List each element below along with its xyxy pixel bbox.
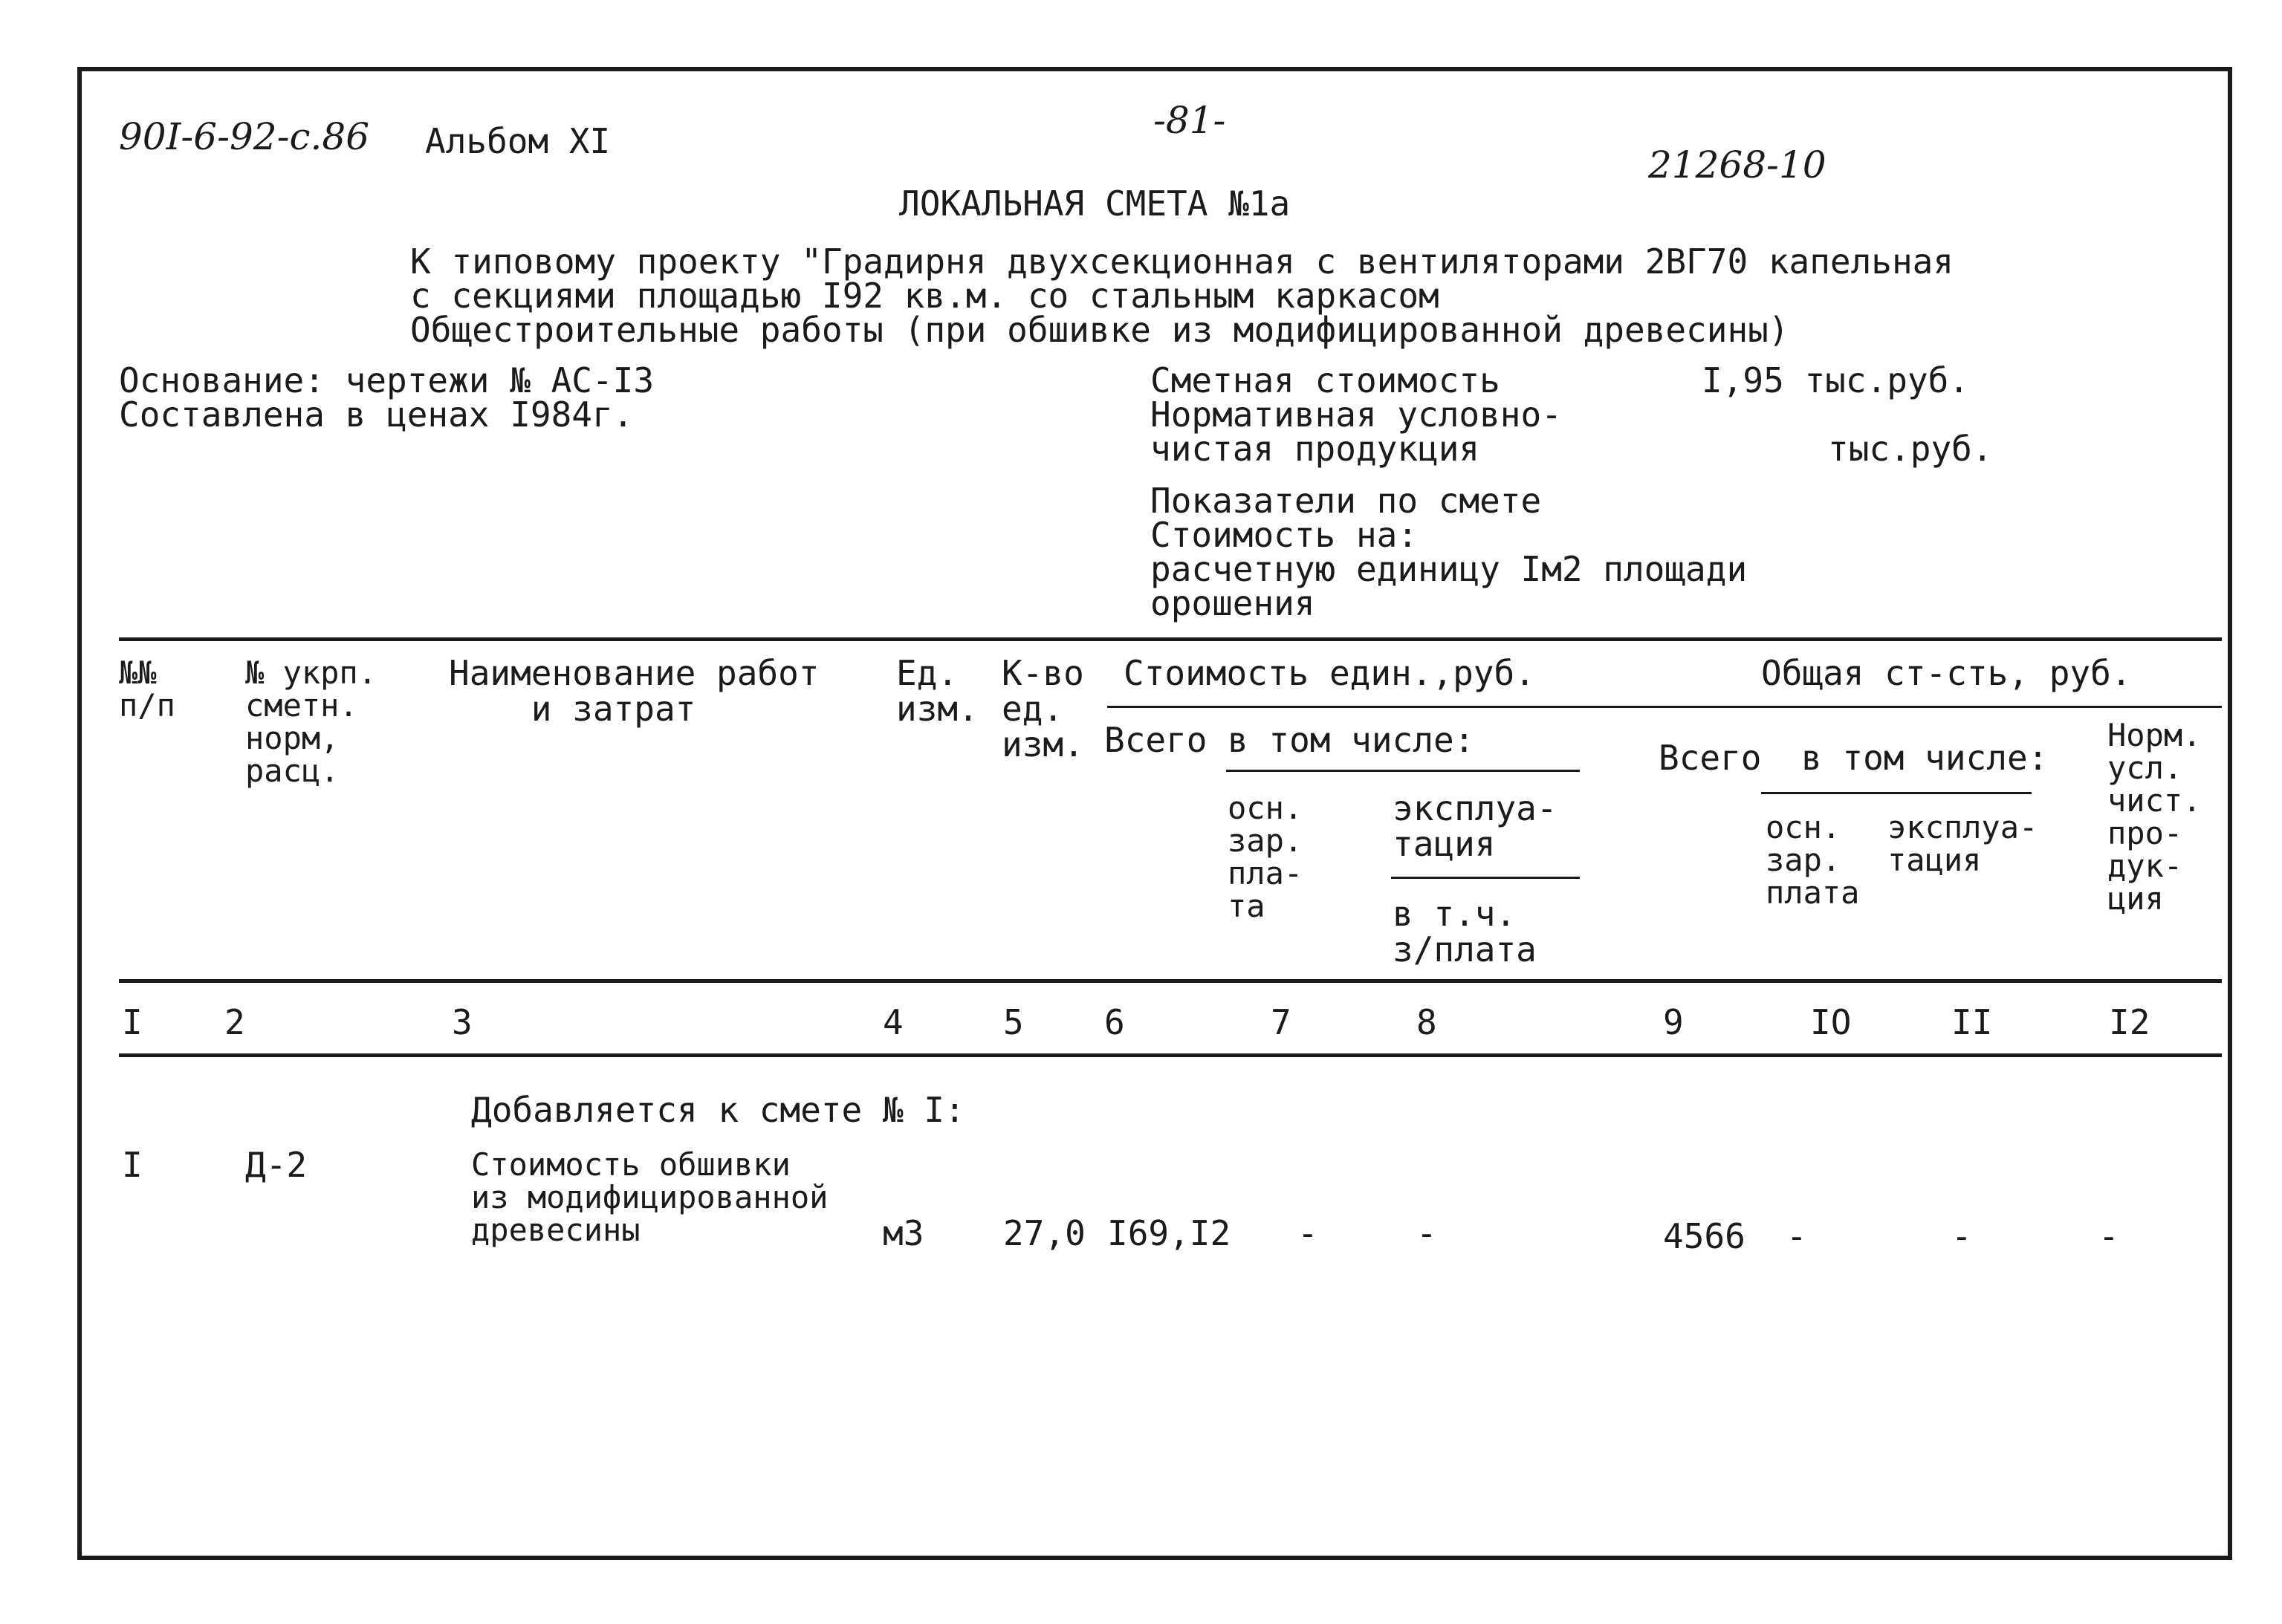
normative-product-value: тыс.руб. xyxy=(1828,429,1993,469)
indicators-line-4: орошения xyxy=(1150,583,1315,623)
column-number: 9 xyxy=(1663,1002,1684,1042)
col-header-unit-exploit: эксплуа- тация xyxy=(1393,788,1557,864)
col-header-number: №№ п/п xyxy=(119,655,175,724)
row-unit: м3 xyxy=(883,1213,924,1253)
row-number: I xyxy=(122,1145,143,1185)
column-number: 2 xyxy=(224,1002,245,1042)
row-unit-exploit: - xyxy=(1416,1213,1437,1253)
col-header-unit: Ед. изм. xyxy=(896,653,979,729)
subject-line-3: Общестроительные работы (при обшивке из модифицированной древесины) xyxy=(410,310,1789,350)
column-number: I xyxy=(122,1002,143,1042)
doc-code: 90I-6-92-с.86 xyxy=(119,115,370,158)
col-header-unit-exploit-wage: в т.ч. з/плата xyxy=(1393,894,1537,969)
row-unit-total: I69,I2 xyxy=(1107,1213,1231,1253)
col-header-norm: № укрп. сметн. норм, расц. xyxy=(245,655,377,789)
registration-number: 21268-10 xyxy=(1648,143,1826,186)
col-header-name: Наименование работ и затрат xyxy=(449,653,820,729)
column-number: 6 xyxy=(1104,1002,1125,1042)
col-header-norm-product: Норм. усл. чист. про- дук- ция xyxy=(2107,717,2202,917)
section-title: Добавляется к смете № I: xyxy=(471,1090,965,1130)
row-norm-product: - xyxy=(2098,1216,2119,1256)
exploit-subrule xyxy=(1391,877,1580,879)
subject-line-1: К типовому проекту "Градирня двухсекционная с вентиляторами 2ВГ70 капельная xyxy=(410,241,1954,282)
column-number: 4 xyxy=(883,1002,904,1042)
row-total-exploit: - xyxy=(1951,1216,1972,1256)
column-number: IO xyxy=(1810,1002,1852,1042)
column-number: 7 xyxy=(1271,1002,1291,1042)
row-total-wage: - xyxy=(1786,1216,1807,1256)
col-header-unit-incl: в том числе: xyxy=(1228,720,1475,760)
col-header-total-wage: осн. зар. плата xyxy=(1766,809,1860,911)
row-qty: 27,0 xyxy=(1003,1213,1086,1253)
column-number: II xyxy=(1951,1002,1993,1042)
estimated-cost-value: I,95 тыс.руб. xyxy=(1702,360,1970,400)
column-number: 5 xyxy=(1003,1002,1024,1042)
estimated-cost-label: Сметная стоимость xyxy=(1150,360,1500,400)
row-unit-wage: - xyxy=(1297,1213,1318,1253)
table-top-rule xyxy=(119,637,2222,641)
column-number: 3 xyxy=(452,1002,473,1042)
col-header-qty: К-во ед. изм. xyxy=(1002,653,1084,764)
col-header-total-exploit: эксплуа- тация xyxy=(1887,809,2038,878)
col-header-unit-cost: Стоимость един.,руб. xyxy=(1124,653,1535,693)
row-total: 4566 xyxy=(1663,1216,1745,1256)
normative-product-label-2: чистая продукция xyxy=(1150,429,1480,469)
page-number: -81- xyxy=(1153,99,1226,142)
column-number: 8 xyxy=(1416,1002,1437,1042)
total-incl-rule xyxy=(1761,792,2032,794)
subject-line-2: с секциями площадью I92 кв.м. со стальным каркасом xyxy=(410,276,1439,316)
indicators-line-1: Показатели по смете xyxy=(1150,481,1542,521)
col-header-total-cost: Общая ст-сть, руб. xyxy=(1761,653,2132,693)
row-name: Стоимость обшивки из модифицированной древесины xyxy=(471,1146,829,1248)
col-header-unit-total: Всего xyxy=(1104,720,1208,760)
column-number-rule xyxy=(119,1053,2222,1057)
col-header-unit-wage: осн. зар. пла- та xyxy=(1228,790,1303,924)
col-header-total-incl: в том числе: xyxy=(1801,738,2049,778)
col-header-total: Всего xyxy=(1659,738,1762,778)
header-bottom-rule xyxy=(119,979,2222,983)
indicators-line-2: Стоимость на: xyxy=(1150,515,1419,555)
header-subrule xyxy=(1107,706,2222,708)
album-label: Альбом XI xyxy=(425,121,611,161)
column-number: I2 xyxy=(2109,1002,2150,1042)
basis-line-2: Составлена в ценах I984г. xyxy=(119,394,634,435)
row-norm: Д-2 xyxy=(245,1145,308,1185)
basis-line-1: Основание: чертежи № АС-I3 xyxy=(119,360,655,400)
unit-incl-rule xyxy=(1226,770,1580,772)
indicators-line-3: расчетную единицу Iм2 площади xyxy=(1150,549,1748,589)
normative-product-label-1: Нормативная условно- xyxy=(1150,394,1562,435)
document-title: ЛОКАЛЬНАЯ СМЕТА №1а xyxy=(899,183,1291,224)
